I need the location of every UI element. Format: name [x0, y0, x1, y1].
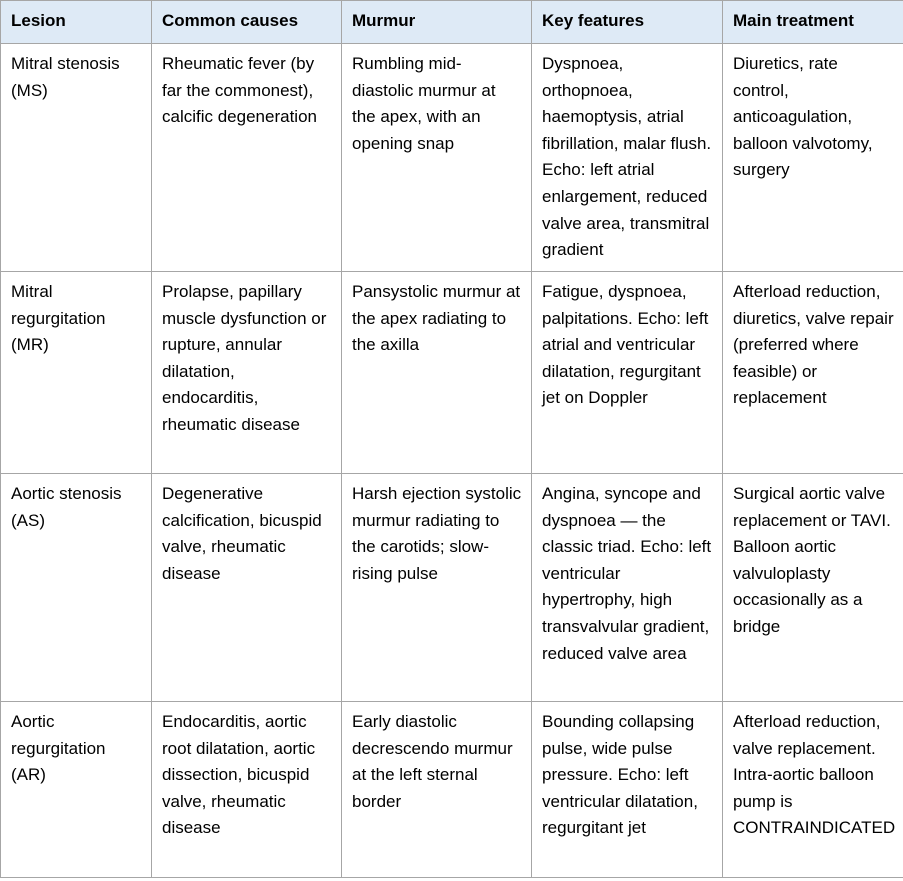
cell-treatment: Afterload reduction, valve replacement. Intra-aortic balloon pump is CONTRAINDICATED	[723, 702, 903, 878]
table-row	[1, 474, 903, 702]
table-row	[1, 272, 903, 474]
cell-lesion: Aortic regurgitation (AR)	[1, 702, 152, 878]
table-body	[1, 44, 903, 878]
header-lesion: Lesion	[1, 1, 152, 44]
cell-treatment: Diuretics, rate control, anticoagulation, balloon valvotomy, surgery	[723, 44, 903, 272]
table-header	[1, 1, 903, 44]
header-common-causes: Common causes	[152, 1, 342, 44]
table-row	[1, 702, 903, 878]
cell-features: Angina, syncope and dyspnoea — the classic triad. Echo: left ventricular hypertrophy, high transvalvular gradient, reduced valve area	[532, 474, 723, 702]
cell-causes: Prolapse, papillary muscle dysfunction or rupture, annular dilatation, endocarditis, rheumatic disease	[152, 272, 342, 474]
header-key-features: Key features	[532, 1, 723, 44]
cell-murmur: Early diastolic decrescendo murmur at the left sternal border	[342, 702, 532, 878]
header-main-treatment: Main treatment	[723, 1, 903, 44]
table-row	[1, 44, 903, 272]
cell-causes: Degenerative calcification, bicuspid valve, rheumatic disease	[152, 474, 342, 702]
cell-causes: Rheumatic fever (by far the commonest), calcific degeneration	[152, 44, 342, 272]
cell-treatment: Surgical aortic valve replacement or TAVI. Balloon aortic valvuloplasty occasionally as a bridge	[723, 474, 903, 702]
cell-treatment: Afterload reduction, diuretics, valve repair (preferred where feasible) or replacement	[723, 272, 903, 474]
cell-lesion: Mitral stenosis (MS)	[1, 44, 152, 272]
cell-features: Fatigue, dyspnoea, palpitations. Echo: left atrial and ventricular dilatation, regurgitant jet on Doppler	[532, 272, 723, 474]
cell-features: Bounding collapsing pulse, wide pulse pressure. Echo: left ventricular dilatation, regurgitant jet	[532, 702, 723, 878]
cell-murmur: Pansystolic murmur at the apex radiating to the axilla	[342, 272, 532, 474]
header-row	[1, 1, 903, 44]
cell-lesion: Aortic stenosis (AS)	[1, 474, 152, 702]
header-murmur: Murmur	[342, 1, 532, 44]
cell-murmur: Rumbling mid-diastolic murmur at the apex, with an opening snap	[342, 44, 532, 272]
cell-lesion: Mitral regurgitation (MR)	[1, 272, 152, 474]
cell-murmur: Harsh ejection systolic murmur radiating to the carotids; slow-rising pulse	[342, 474, 532, 702]
cell-causes: Endocarditis, aortic root dilatation, aortic dissection, bicuspid valve, rheumatic disease	[152, 702, 342, 878]
cell-features: Dyspnoea, orthopnoea, haemoptysis, atrial fibrillation, malar flush. Echo: left atrial enlargement, reduced valve area, transmitral gradient	[532, 44, 723, 272]
